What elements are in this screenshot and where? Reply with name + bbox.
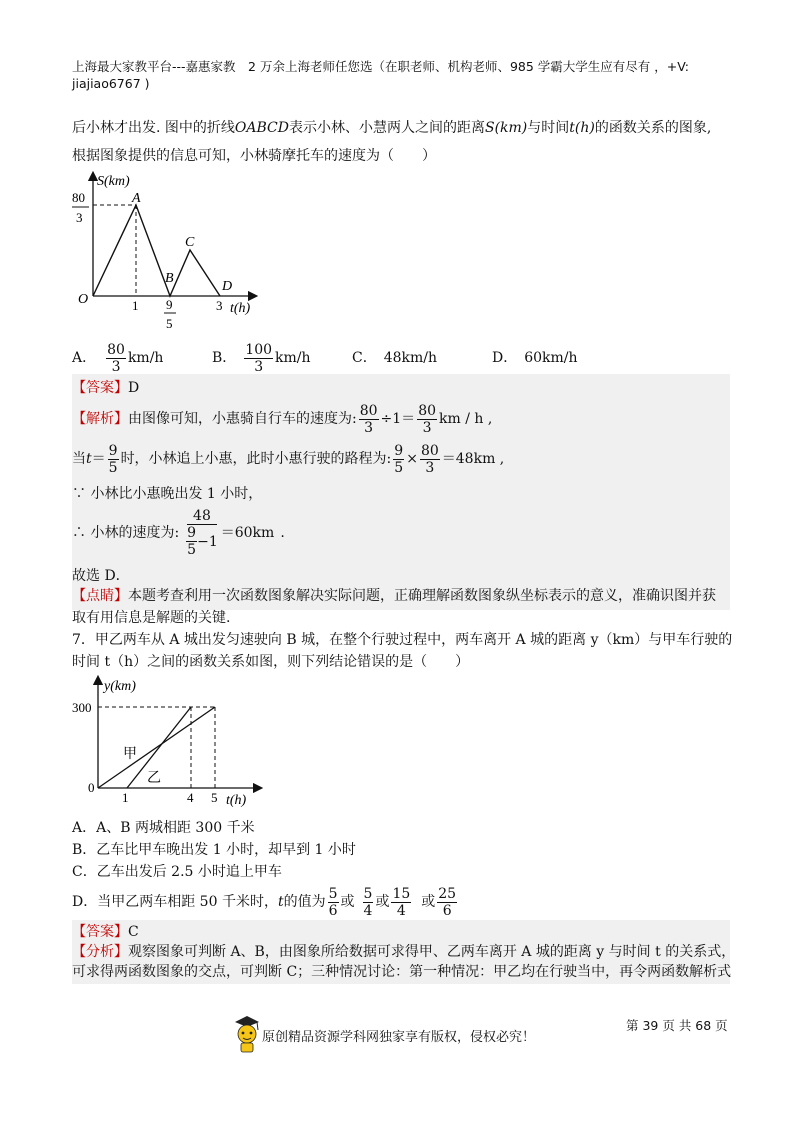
frac-num: 5 [363,885,373,902]
frac-den: 6 [442,902,452,919]
header-line-1: 上海最大家教平台---嘉惠家教 2 万余上海老师任您选（在职老师、机构老师、985 学霸大学生应有尽有 ，+V: [72,59,689,74]
q7-y-tick-300: 300 [72,700,92,715]
q7-option-a: A．A、B 两城相距 300 千米 [72,820,255,836]
q7-x-tick-5: 5 [211,790,218,805]
analysis-text: 由图像可知，小惠骑自行车的速度为: [128,411,357,427]
q6-text: 后小林才出发. 图中的折线 [72,120,235,136]
analysis-text: ＝48km , [441,451,505,467]
frac-num: 15 [392,885,411,902]
option-d-or: 或 [340,894,355,910]
frac-num: 9 [187,525,197,541]
frac-num: 5 [328,885,338,902]
option-b-fraction [244,342,273,375]
q6-x-tick-1: 1 [132,298,139,313]
q6-point-b: B [165,271,174,286]
answer-value: C [128,924,139,940]
q6-time-var: t(h) [569,120,595,136]
analysis-complex-fraction [185,508,219,558]
frac-num: 80 [359,402,378,419]
frac-den: 6 [328,902,338,919]
analysis-text: . [280,525,285,541]
option-d-fraction [391,886,411,919]
analysis-text: 时，小林追上小惠，此时小惠行驶的路程为: [120,451,392,467]
q7-graph [68,674,268,810]
frac-num: 80 [107,341,125,358]
frac-den: 3 [425,459,435,476]
q6-y-label: S(km) [97,174,130,189]
option-a-fraction [106,342,126,375]
header-line-2: jiajiao6767 ) [72,76,150,91]
q6-text: 的函数关系的图象, [594,120,712,136]
inner-fraction [186,525,197,558]
analysis-var: t [86,451,92,467]
q6-stem-line-2: 根据图象提供的信息可知，小林骑摩托车的速度为（ ） [72,148,436,164]
frac-den: 3 [111,358,121,375]
q6-x-label: t(h) [230,301,251,316]
q6-analysis-line-4 [72,504,285,562]
frac-num: 80 [420,442,439,459]
q7-option-c: C．乙车出发后 2.5 小时追上甲车 [72,864,282,880]
frac-den [185,525,219,558]
option-d-var: t [277,894,284,910]
frac-num: 9 [108,442,118,459]
q6-polyline-name: OABCD [234,120,289,136]
q6-graph [68,168,268,336]
page-header [72,58,732,92]
analysis-fraction [108,443,119,476]
frac-num: 25 [438,885,457,902]
q6-text: 表示小林、小慧两人之间的距离 [288,120,485,136]
mascot-icon [232,1012,262,1054]
option-d-fraction [363,886,374,919]
q6-option-d: D． 60km/h [492,350,578,366]
q7-stem-line-2: 时间 t（h）之间的函数关系如图，则下列结论错误的是（ ） [72,654,470,670]
frac-den: 3 [364,419,374,436]
q7-origin: 0 [88,780,95,795]
frac-den: 3 [254,358,264,375]
footer-page-info: 第 39 页 共 68 页 [626,1018,728,1033]
q6-answer [72,378,139,398]
option-d-text: 的值为 [283,894,326,910]
frac-num: 80 [418,402,437,419]
frac-num: 9 [394,442,404,459]
q6-x-tick-2-num: 9 [166,297,173,312]
q6-conclusion: 故选 D． [72,568,130,584]
analysis-text: ＝ [91,451,106,467]
q6-option-b [212,340,311,376]
frac-num: 48 [187,508,217,525]
q6-text: 与时间 [527,120,570,136]
option-a-label: A． [72,350,97,366]
q7-answer [72,922,139,942]
frac-den: 3 [422,419,432,436]
analysis-text: ＝60km [220,525,275,541]
analysis-tag: 【分析】 [72,944,128,960]
frac-den: 4 [363,902,373,919]
option-d-fraction [328,886,339,919]
analysis-text: × [406,451,418,467]
q6-option-c: C． 48km/h [352,350,438,366]
q7-x-tick-1: 1 [122,790,129,805]
option-d-fraction [437,886,457,919]
footer-copyright: 原创精品资源学科网独家享有版权，侵权必究！ [262,1030,536,1045]
q6-comment-line-2: 取有用信息是解题的关键. [72,610,231,626]
q6-option-a [72,340,163,376]
comment-tag: 【点睛】 [72,588,128,604]
option-a-unit: km/h [127,350,164,366]
q6-point-a: A [132,191,141,206]
q6-y-tick-num: 80 [72,190,85,205]
q7-label-yi: 乙 [147,771,161,786]
answer-tag: 【答案】 [72,924,128,940]
q6-stem-line-1 [72,118,711,138]
q6-analysis-line-1 [72,400,492,438]
q6-point-d: D [222,279,233,294]
analysis-text: ∴ 小林的速度为: [72,525,180,541]
q6-analysis-line-3: ∵ 小林比小惠晚出发 1 小时， [72,486,263,502]
q7-option-b: B．乙车比甲车晚出发 1 小时，却早到 1 小时 [72,842,356,858]
option-b-label: B． [212,350,237,366]
q6-y-tick-den: 3 [76,210,83,225]
analysis-tag: 【解析】 [72,411,128,427]
frac-den: 5 [187,542,197,558]
q6-distance-var: S(km) [484,120,528,136]
frac-den: 5 [108,459,118,476]
frac-den: 4 [396,902,406,919]
option-b-unit: km/h [275,350,311,366]
analysis-text: ÷1＝ [380,411,416,427]
q7-analysis-line-2: 可求得两函数图象的交点，可判断 C；三种情况讨论：第一种情况：甲乙均在行驶当中，再令两函数解析式 [72,964,732,980]
frac-den-tail: −1 [197,533,218,550]
frac-num: 100 [245,341,273,358]
analysis-fraction [393,443,404,476]
option-d-or: 或 [375,894,390,910]
q7-x-label: t(h) [226,793,247,808]
q7-stem-line-1: 7．甲乙两车从 A 城出发匀速驶向 B 城，在整个行驶过程中，两车离开 A 城的距离 y（km）与甲车行驶的 [72,632,733,648]
q7-label-jia: 甲 [123,747,137,762]
q7-y-label: y(km) [104,679,136,694]
option-d-or: 或 [421,894,436,910]
q6-analysis-line-2 [72,440,504,478]
q6-origin-label: O [78,292,89,307]
option-d-text: D．当甲乙两车相距 50 千米时， [72,894,278,910]
answer-value: D [128,380,140,396]
frac-den: 5 [394,459,404,476]
analysis-text: 观察图象可判断 A、B，由图象所给数据可求得甲、乙两车离开 A 城的距离 y 与时间 t 的关系式， [128,944,736,960]
comment-text: 本题考查利用一次函数图象解决实际问题，正确理解函数图象纵坐标表示的意义，准确识图并获 [128,588,716,604]
analysis-fraction [417,403,437,436]
q7-x-tick-4: 4 [187,790,194,805]
q6-comment-line-1 [72,586,716,606]
analysis-fraction [420,443,440,476]
q6-point-c: C [185,235,195,250]
q7-analysis-line-1 [72,942,735,962]
answer-tag: 【答案】 [72,380,128,396]
analysis-fraction [359,403,379,436]
q6-x-tick-2-den: 5 [166,316,173,331]
q7-option-d [72,882,459,922]
q6-polyline-oabcd [93,205,220,296]
analysis-text: km / h , [439,411,493,427]
q6-x-tick-3: 3 [216,298,223,313]
analysis-text: 当 [72,451,86,467]
